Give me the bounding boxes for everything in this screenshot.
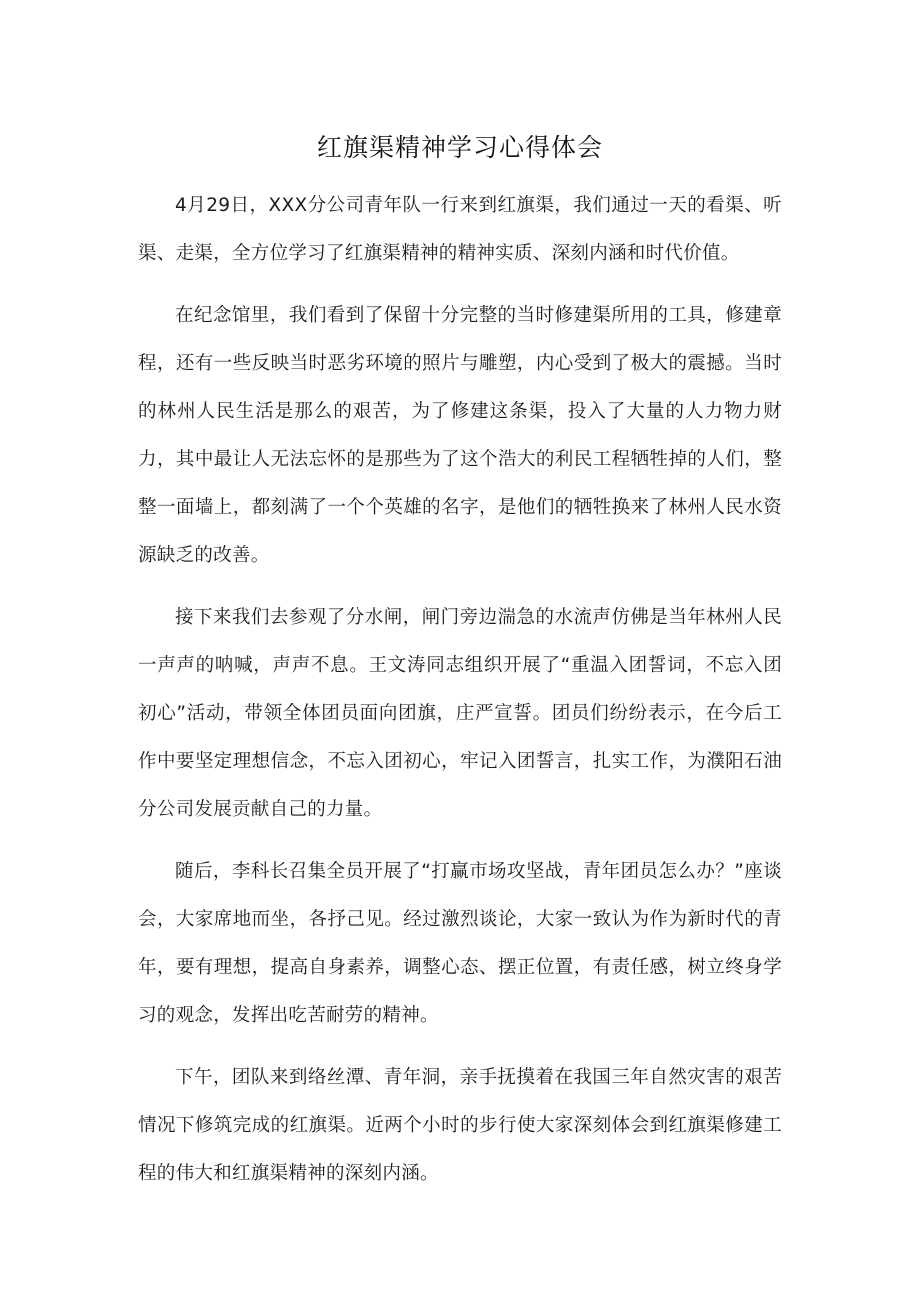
paragraph-1: 4月29日，XXX分公司青年队一行来到红旗渠，我们通过一天的看渠、听渠、走渠，全方位学习了红旗渠精神的精神实质、深刻内涵和时代价值。 — [138, 195, 782, 264]
paragraph-4: 随后，李科长召集全员开展了“打赢市场攻坚战，青年团员怎么办？”座谈会，大家席地而坐，各抒己见。经过激烈谈论，大家一致认为作为新时代的青年，要有理想，提高自身素养，调整心态、摆正位置，有责任感，树立终身学习的观念，发挥出吃苦耐劳的精神。 — [138, 861, 782, 1026]
paragraph-3: 接下来我们去参观了分水闸，闸门旁边湍急的水流声仿佛是当年林州人民一声声的呐喊，声声不息。王文涛同志组织开展了“重温入团誓词，不忘入团初心”活动，带领全体团员面向团旗，庄严宣誓。团员们纷纷表示，在今后工作中要坚定理想信念，不忘入团初心，牢记入团誓言，扎实工作，为濮阳石油分公司发展贡献自己的力量。 — [138, 607, 782, 820]
paragraph-5: 下午，团队来到络丝潭、青年洞，亲手抚摸着在我国三年自然灾害的艰苦情况下修筑完成的红旗渠。近两个小时的步行使大家深刻体会到红旗渠修建工程的伟大和红旗渠精神的深刻内涵。 — [138, 1067, 782, 1184]
document-title: 红旗渠精神学习心得体会 — [316, 133, 603, 162]
paragraph-2: 在纪念馆里，我们看到了保留十分完整的当时修建渠所用的工具，修建章程，还有一些反映当时恶劣环境的照片与雕塑，内心受到了极大的震撼。当时的林州人民生活是那么的艰苦，为了修建这条渠，投入了大量的人力物力财力，其中最让人无法忘怀的是那些为了这个浩大的利民工程牺牲掉的人们，整整一面墙上，都刻满了一个个英雄的名字，是他们的牺牲换来了林州人民水资源缺乏的改善。 — [138, 305, 782, 566]
